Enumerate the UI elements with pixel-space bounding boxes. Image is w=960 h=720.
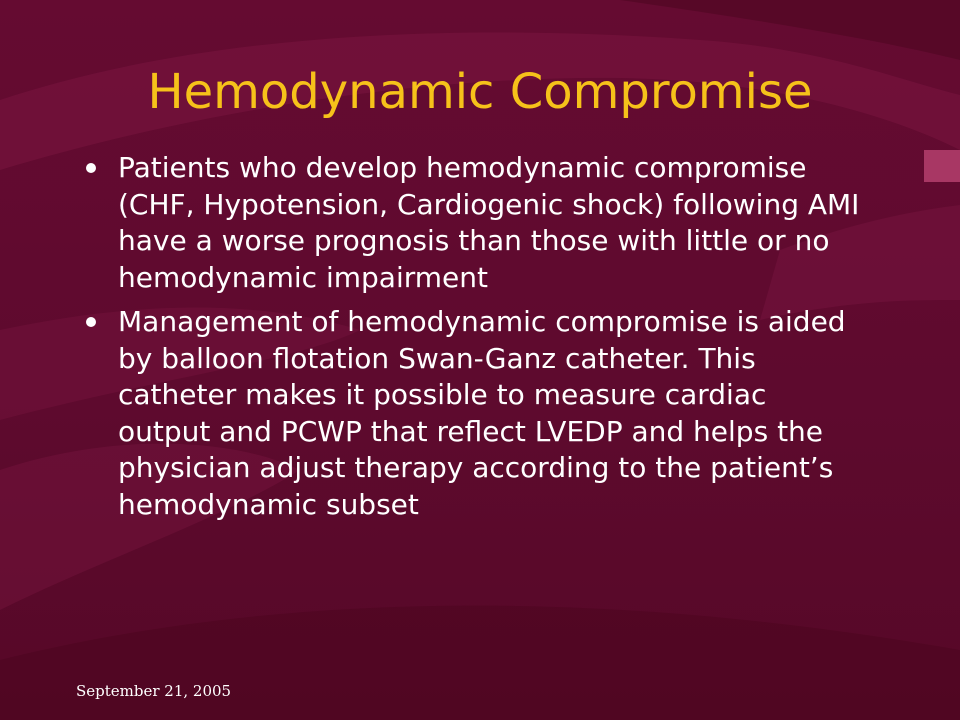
bullet-item [84,150,864,296]
bullet-text: Patients who develop hemodynamic compromise (CHF, Hypotension, Cardiogenic shock) following AMI have a worse prognosis than those with little or no hemodynamic impairment [118,151,860,294]
footer-date: September 21, 2005 [76,682,232,700]
swirl-band-bottom [0,606,960,720]
right-edge-tab [924,150,960,182]
bullet-dot-icon [86,317,96,327]
bullet-list [84,150,864,531]
bullet-dot-icon [86,163,96,173]
bullet-item [84,304,864,523]
slide-title: Hemodynamic Compromise [147,64,813,120]
bullet-text: Management of hemodynamic compromise is aided by balloon flotation Swan-Ganz catheter. This catheter makes it possible to measure cardiac output and PCWP that reflect LVEDP and helps the physician adjust therapy according to the patient’s hemodynamic subset [118,305,846,521]
